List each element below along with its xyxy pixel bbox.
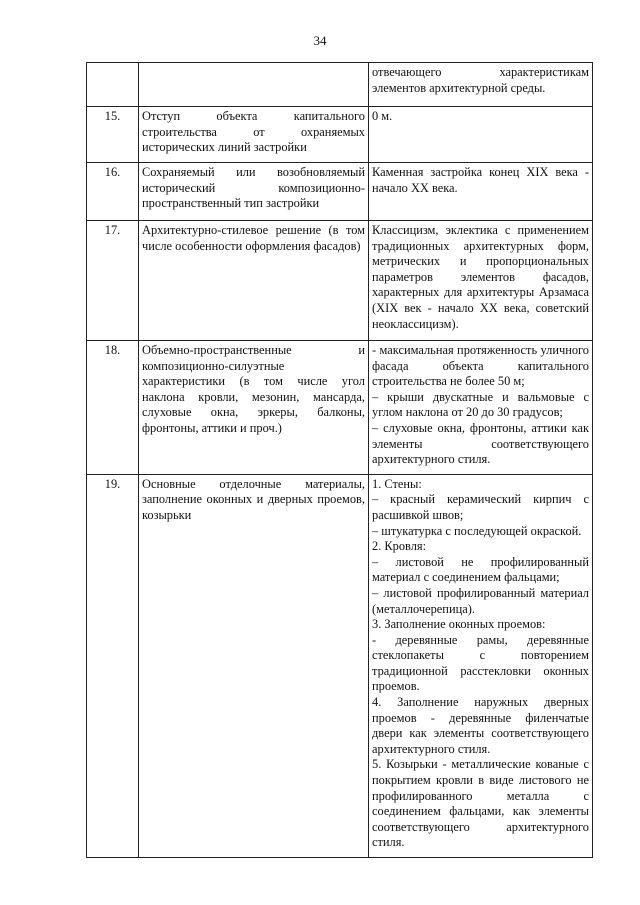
row-value: 0 м. bbox=[369, 107, 593, 163]
row-number: 17. bbox=[87, 221, 139, 341]
row-parameter: Архитектурно-стилевое решение (в том числе особенности оформления фасадов) bbox=[139, 221, 369, 341]
row-number: 18. bbox=[87, 341, 139, 475]
value-line: - деревянные рамы, деревянные стеклопакеты с повторением традиционной расстекловки оконных проемов. bbox=[372, 632, 589, 694]
table-row bbox=[87, 474, 593, 857]
value-line: 5. Козырьки - металлические кованые с покрытием кровли в виде листового не профилированного металла с соединением фальцами, как элементы соответствующего архитектурного стиля. bbox=[372, 757, 589, 850]
row-value bbox=[369, 341, 593, 475]
value-line: - максимальная протяженность уличного фасада объекта капитального строительства не более 50 м; bbox=[372, 343, 589, 389]
value-line: – крыши двускатные и вальмовые с углом наклона от 20 до 30 градусов; bbox=[372, 389, 589, 420]
row-value: отвечающего характеристикам элементов архитектурной среды. bbox=[369, 63, 593, 107]
value-line: 4. Заполнение наружных дверных проемов - деревянные филенчатые двери как элементы соответствующего архитектурного стиля. bbox=[372, 695, 589, 756]
row-number: 19. bbox=[87, 474, 139, 857]
page-number: 34 bbox=[313, 33, 327, 48]
row-number: 16. bbox=[87, 163, 139, 221]
table-row bbox=[87, 63, 593, 107]
table-row bbox=[87, 107, 593, 163]
requirements-table bbox=[86, 62, 593, 858]
value-line: 3. Заполнение оконных проемов: bbox=[372, 617, 546, 632]
row-parameter: Объемно-пространственные и композиционно-силуэтные характеристики (в том числе угол наклона кровли, мезонин, мансарда, слуховые окна, эркеры, балконы, фронтоны, аттики и проч.) bbox=[139, 341, 369, 475]
row-number bbox=[87, 63, 139, 107]
value-line: 2. Кровля: bbox=[372, 539, 427, 554]
value-line: – штукатурка с последующей окраской. bbox=[372, 523, 582, 538]
value-line: – слуховые окна, фронтоны, аттики как элементы соответствующего архитектурного стиля. bbox=[372, 420, 589, 467]
table-row bbox=[87, 221, 593, 341]
row-number: 15. bbox=[87, 107, 139, 163]
row-value: Каменная застройка конец XIX века - начало XX века. bbox=[369, 163, 593, 221]
row-parameter: Сохраняемый или возобновляемый исторический композиционно-пространственный тип застройки bbox=[139, 163, 369, 221]
value-line: – листовой не профилированный материал с соединением фальцами; bbox=[372, 554, 589, 585]
value-line: – листовой профилированный материал (металлочерепица). bbox=[372, 585, 589, 616]
row-parameter: Основные отделочные материалы, заполнение оконных и дверных проемов, козырьки bbox=[139, 474, 369, 857]
row-parameter bbox=[139, 63, 369, 107]
row-value: Классицизм, эклектика с применением традиционных архитектурных форм, метрических и пропорциональных параметров элементов фасадов, характерных для архитектуры Арзамаса (XIX век - начало XX века, советский неоклассицизм). bbox=[369, 221, 593, 341]
table-row bbox=[87, 341, 593, 475]
value-line: – красный керамический кирпич с расшивкой швов; bbox=[372, 492, 589, 522]
row-value bbox=[369, 474, 593, 857]
row-parameter: Отступ объекта капитального строительства от охраняемых исторических линий застройки bbox=[139, 107, 369, 163]
table-row bbox=[87, 163, 593, 221]
value-line: 1. Стены: bbox=[372, 476, 422, 491]
